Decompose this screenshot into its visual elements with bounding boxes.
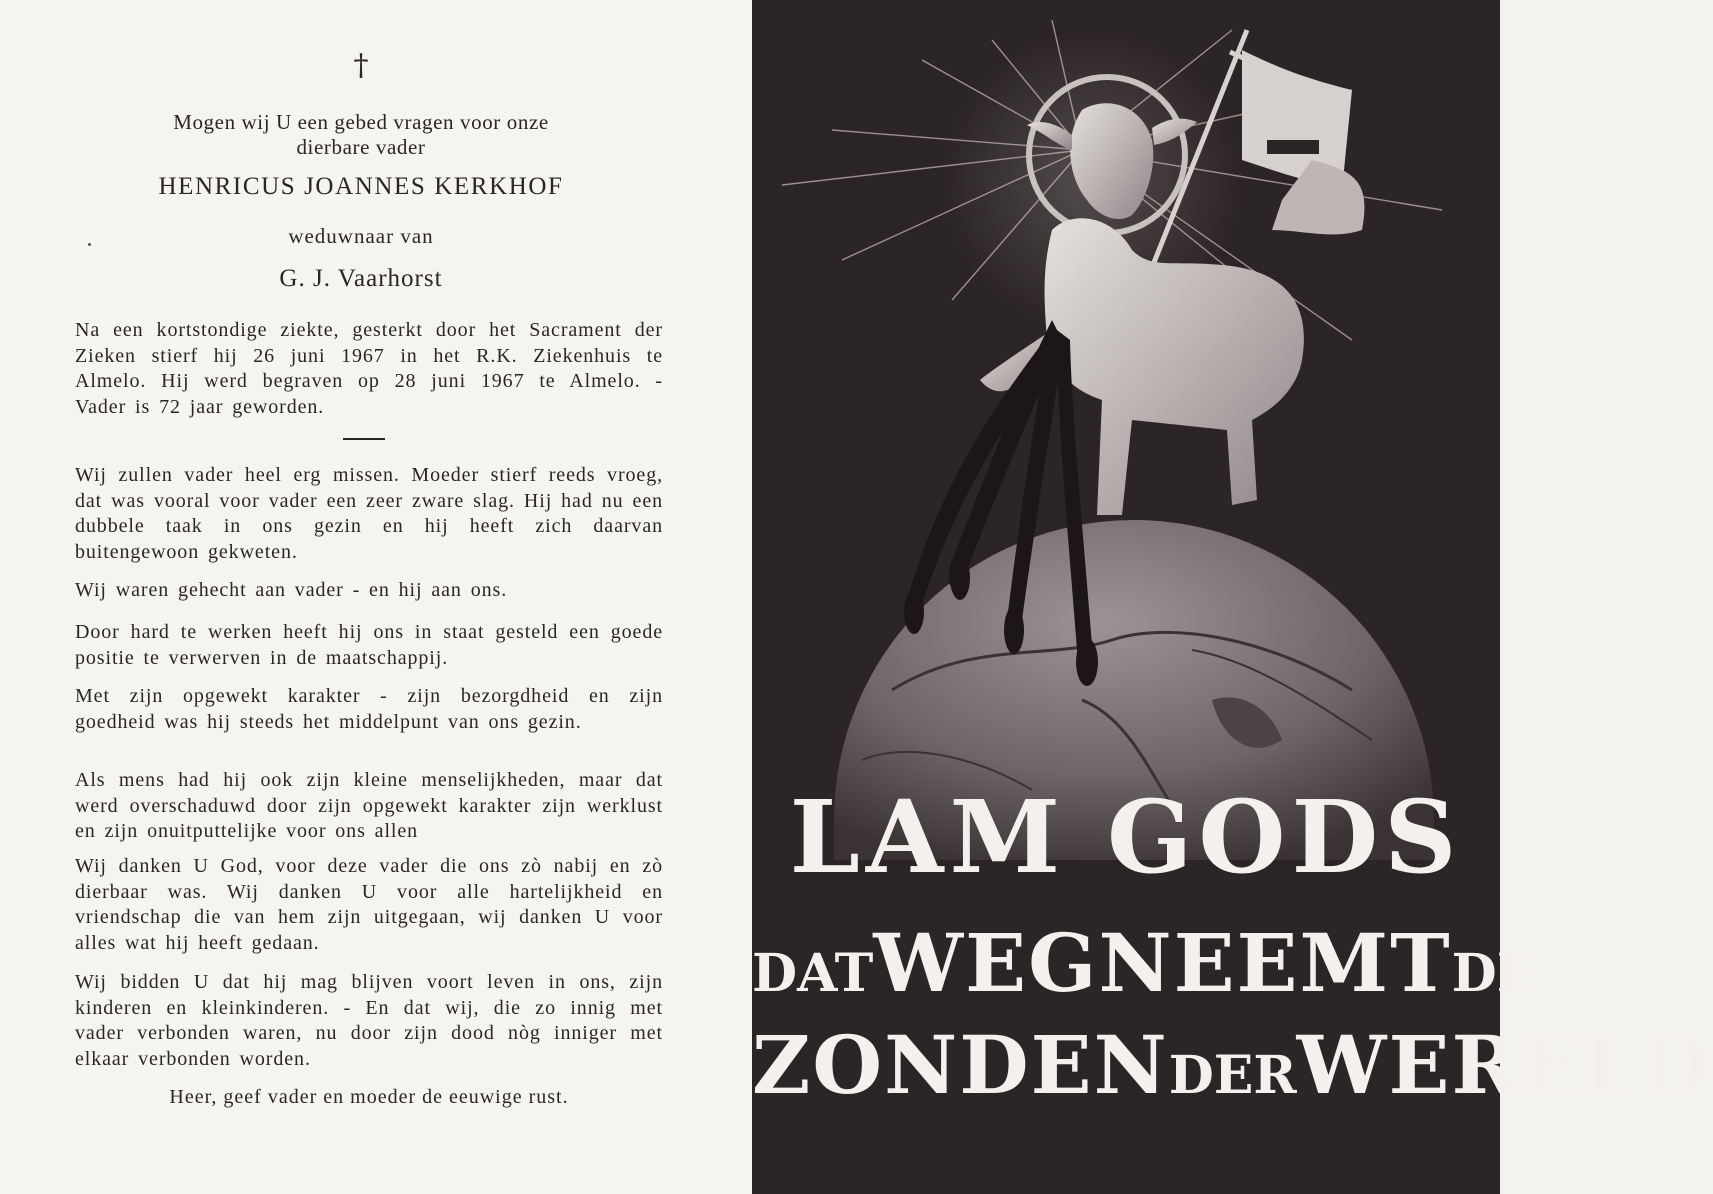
divider — [343, 438, 385, 440]
title-word-wereld: WERELD — [1296, 1018, 1713, 1112]
cross-symbol: † — [353, 48, 369, 83]
deceased-name: HENRICUS JOANNES KERKHOF — [158, 173, 564, 200]
paragraph-2: Wij waren gehecht aan vader - en hij aan ons. — [75, 579, 508, 601]
lamb-of-god-illustration-panel — [752, 0, 1713, 1194]
paragraph-6: Wij danken U God, voor deze vader die ons zò nabij en zò dierbaar was. Wij danken U voor alle hartelijkheid en vriendschap die van hem zijn uitgegaan, wij danken U voor alles wat hij heeft gedaan. — [75, 855, 663, 954]
intro-line-2: dierbare vader — [296, 135, 426, 159]
intro-line-1: Mogen wij U een gebed vragen voor onze — [173, 110, 549, 134]
title-word-wegneemt: WEGNEEMT — [873, 916, 1452, 1010]
paragraph-3: Door hard te werken heeft hij ons in staat gesteld een goede positie te verwerven in de maatschappij. — [75, 621, 663, 669]
memorial-card-text-panel — [0, 0, 752, 1194]
title-line-3 — [752, 1015, 1713, 1126]
intro-text — [0, 110, 722, 160]
paragraph-7: Wij bidden U dat hij mag blijven voort leven in ons, zijn kinderen en kleinkinderen. - En dat wij, die zo innig met vader verbonden waren, nu door zijn dood nòg inniger met elkaar verbonden worden. — [75, 971, 663, 1070]
paragraph-1: Wij zullen vader heel erg missen. Moeder stierf reeds vroeg, dat was vooral voor vader een zeer zware slag. Hij had nu een dubbele taak in ons gezin en hij heeft zich daarvan buitengewoon gekweten. — [75, 464, 663, 563]
title-line-2 — [752, 913, 1537, 1024]
title-word-dat: DAT — [752, 943, 874, 1004]
title-word-der: DER — [1168, 1045, 1297, 1106]
spouse-name: G. J. Vaarhorst — [279, 265, 443, 292]
paragraph-4: Met zijn opgewekt karakter - zijn bezorgdheid en zijn goedheid was hij steeds het middelpunt van ons gezin. — [75, 685, 663, 733]
paragraph-5: Als mens had hij ook zijn kleine menselijkheden, maar dat werd overschaduwd door zijn opgewekt karakter zijn werklust en zijn onuitputtelijke voor ons allen — [75, 769, 663, 842]
closing-prayer: Heer, geef vader en moeder de eeuwige rust. — [169, 1086, 569, 1108]
relation-text: weduwnaar van — [288, 224, 434, 248]
death-notice: Na een kortstondige ziekte, gesterkt door het Sacrament der Zieken stierf hij 26 juni 1967 in het R.K. Ziekenhuis te Almelo. Hij werd begraven op 28 juni 1967 te Almelo. - Vader is 72 jaar geworden. — [75, 319, 663, 418]
title-word-zonden: ZONDEN — [752, 1018, 1169, 1112]
title-word-de: DE — [1451, 943, 1537, 1004]
title-line-1: LAM GODS — [789, 778, 1463, 896]
